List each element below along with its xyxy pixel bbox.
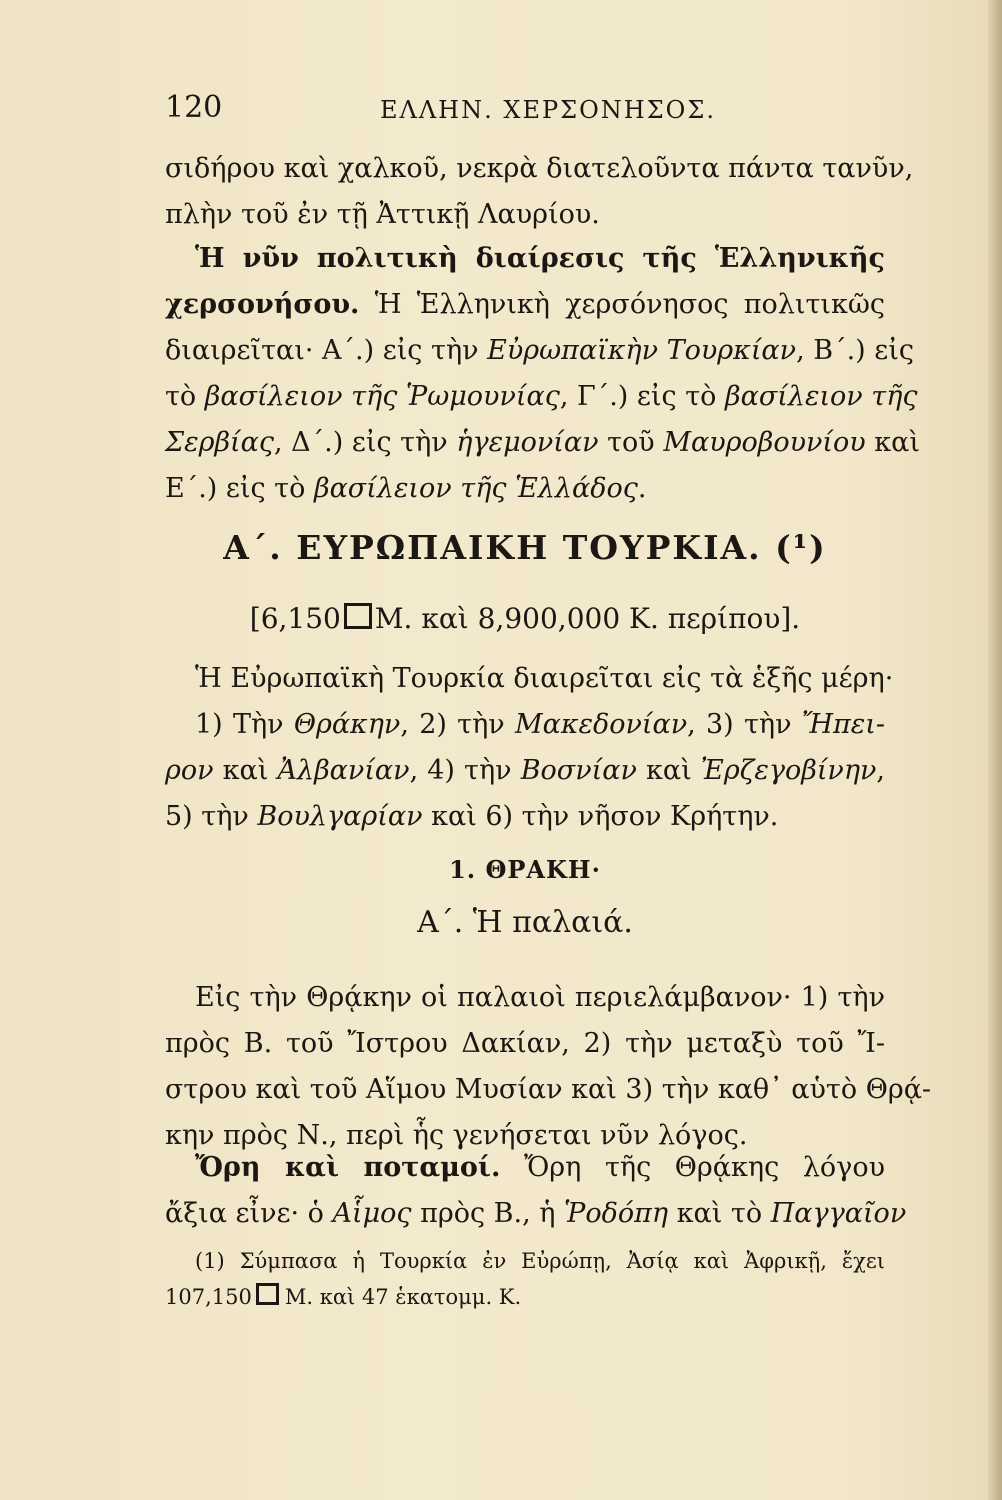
text-line: πρὸς Β. τοῦ Ἴστρου Δακίαν, 2) τὴν μεταξὺ τοῦ Ἴ- [165,1028,885,1059]
text-line: Σερβίας, Δ΄.) εἰς τὴν ἡγεμονίαν τοῦ Μαυροβουνίου καὶ [165,427,920,458]
running-head [165,90,885,130]
text-line: πλὴν τοῦ ἐν τῇ Ἀττικῇ Λαυρίου. [165,199,600,230]
text-line: διαιρεῖται· Α΄.) εἰς τὴν Εὐρωπαϊκὴν Τουρκίαν, Β΄.) εἰς [165,335,914,366]
footnote [165,1243,885,1315]
text-line: κην πρὸς Ν., περὶ ἧς γενήσεται νῦν λόγος. [165,1120,748,1151]
page-edge [988,0,1002,1500]
section-heading: Ὄρη καὶ ποταμοί. [195,1152,501,1183]
text-line: σιδήρου καὶ χαλκοῦ, νεκρὰ διατελοῦντα πάντα τανῦν, [165,153,914,184]
section-heading-end: χερσονήσου. [165,289,360,320]
square-symbol [344,603,372,629]
page-number: 120 [165,90,223,125]
text-line: στρου καὶ τοῦ Αἵμου Μυσίαν καὶ 3) τὴν καθ᾽ αὑτὸ Θρᾴ- [165,1074,932,1105]
area-figures: [6,150 Μ. καὶ 8,900,000 Κ. περίπου]. [249,602,801,635]
text-line: ἄξια εἶνε· ὁ Αἷμος πρὸς Β., ἡ Ῥοδόπη καὶ τὸ Παγγαῖον [165,1198,907,1229]
text-line: Εἰς τὴν Θρᾴκην οἱ παλαιοὶ περιελάμβανον· 1) τὴν [195,982,885,1013]
square-symbol [256,1283,279,1305]
text-line: τὸ βασίλειον τῆς Ῥωμουνίας, Γ΄.) εἰς τὸ βασίλειον τῆς [165,381,918,412]
text-line: ρον καὶ Ἀλβανίαν, 4) τὴν Βοσνίαν καὶ Ἐρζεγοβίνην, [165,755,886,786]
section-subtitle: Α΄. Ἡ παλαιά. [417,905,633,940]
paragraph-5 [165,1145,907,1237]
paragraph-3 [165,656,894,840]
paragraph-4 [165,975,932,1159]
paragraph-1 [165,146,914,238]
paragraph-2 [165,236,920,512]
chapter-title: Α΄. ΕΥΡΩΠΑΙΚΗ ΤΟΥΡΚΙΑ. (¹) [223,528,827,567]
text-line: 5) τὴν Βουλγαρίαν καὶ 6) τὴν νῆσον Κρήτην. [165,801,779,832]
text-line: Ἡ Εὐρωπαϊκὴ Τουρκία διαιρεῖται εἰς τὰ ἑξῆς μέρη· [195,663,894,694]
section-heading: Ἡ νῦν πολιτικὴ διαίρεσις τῆς Ἑλληνικῆς [195,243,885,274]
text-line: χερσονήσου. Ἡ Ἑλληνικὴ χερσόνησος πολιτικῶς [165,289,885,320]
text-line: Ὄρη καὶ ποταμοί. Ὄρη τῆς Θρᾴκης λόγου [195,1152,885,1183]
footnote-line: (1) Σύμπασα ἡ Τουρκία ἐν Εὐρώπῃ, Ἀσίᾳ καὶ Ἀφρικῇ, ἔχει [195,1249,885,1273]
running-title: ΕΛΛΗΝ. ΧΕΡΣΟΝΗΣΟΣ. [380,96,716,124]
text-line: 1) Τὴν Θράκην, 2) τὴν Μακεδονίαν, 3) τὴν Ἤπει- [195,709,885,740]
section-number-title: 1. ΘΡΑΚΗ· [449,855,601,884]
text-line: Ε΄.) εἰς τὸ βασίλειον τῆς Ἑλλάδος. [165,473,647,504]
footnote-line: 107,150 Μ. καὶ 47 ἑκατομμ. Κ. [165,1285,522,1309]
